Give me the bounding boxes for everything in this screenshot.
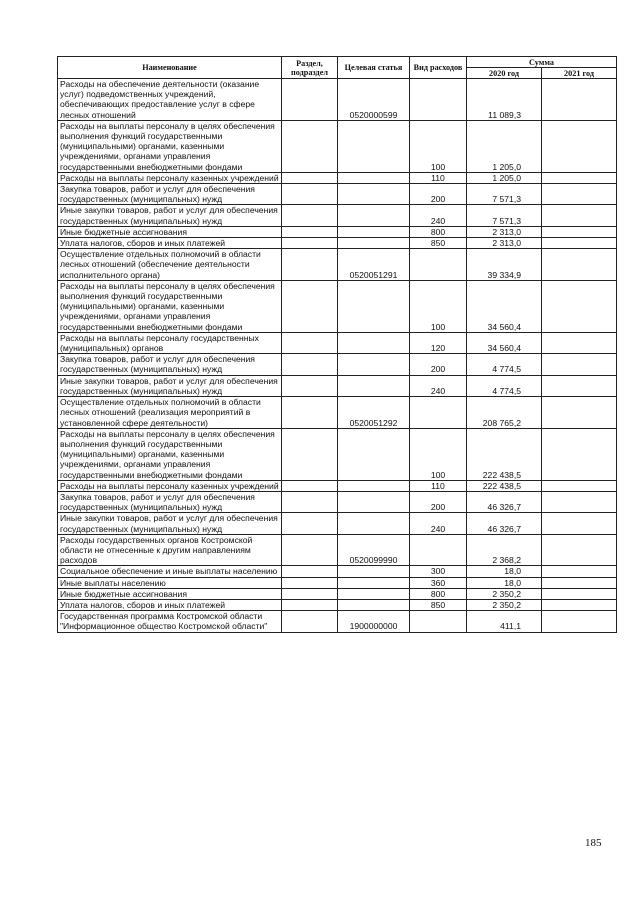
cell-y2020: 34 560,4 <box>467 332 542 353</box>
cell-y2020: 7 571,3 <box>467 205 542 226</box>
cell-section <box>282 205 338 226</box>
cell-name: Закупка товаров, работ и услуг для обеспечения государственных (муниципальных) нужд <box>58 354 282 375</box>
cell-type: 800 <box>410 588 467 599</box>
cell-target <box>338 375 410 396</box>
cell-target <box>338 172 410 183</box>
cell-type: 850 <box>410 238 467 249</box>
cell-section <box>282 428 338 480</box>
cell-name: Расходы государственных органов Костромской области не отнесенные к другим направлениям расходов <box>58 534 282 566</box>
cell-section <box>282 611 338 632</box>
cell-target: 0520051292 <box>338 397 410 429</box>
table-row <box>58 397 617 429</box>
cell-y2020: 2 350,2 <box>467 599 542 610</box>
cell-target <box>338 238 410 249</box>
cell-y2020: 7 571,3 <box>467 184 542 205</box>
cell-target <box>338 226 410 237</box>
header-name: Наименование <box>58 57 282 79</box>
cell-y2020: 46 326,7 <box>467 491 542 512</box>
cell-y2021 <box>542 513 617 534</box>
cell-y2021 <box>542 566 617 577</box>
cell-y2021 <box>542 205 617 226</box>
cell-y2021 <box>542 491 617 512</box>
cell-section <box>282 280 338 332</box>
cell-y2021 <box>542 79 617 121</box>
cell-type <box>410 79 467 121</box>
cell-type <box>410 397 467 429</box>
cell-target: 1900000000 <box>338 611 410 632</box>
table-row <box>58 577 617 588</box>
table-body <box>58 79 617 633</box>
cell-type <box>410 249 467 281</box>
cell-name: Государственная программа Костромской области "Информационное общество Костромской области" <box>58 611 282 632</box>
table-row <box>58 332 617 353</box>
cell-y2020: 11 089,3 <box>467 79 542 121</box>
table-row <box>58 588 617 599</box>
cell-section <box>282 184 338 205</box>
table-row <box>58 238 617 249</box>
cell-section <box>282 577 338 588</box>
header-year-2021: 2021 год <box>542 68 617 79</box>
cell-type <box>410 611 467 632</box>
cell-type: 850 <box>410 599 467 610</box>
header-section: Раздел, подраздел <box>282 57 338 79</box>
cell-target <box>338 332 410 353</box>
cell-y2020: 18,0 <box>467 577 542 588</box>
cell-name: Иные закупки товаров, работ и услуг для обеспечения государственных (муниципальных) нужд <box>58 205 282 226</box>
cell-y2020: 2 313,0 <box>467 226 542 237</box>
cell-type: 240 <box>410 513 467 534</box>
cell-section <box>282 480 338 491</box>
cell-type: 800 <box>410 226 467 237</box>
cell-y2021 <box>542 332 617 353</box>
cell-type: 100 <box>410 428 467 480</box>
cell-type: 200 <box>410 184 467 205</box>
table-row <box>58 226 617 237</box>
header-type: Вид расходов <box>410 57 467 79</box>
cell-y2021 <box>542 238 617 249</box>
table-row <box>58 184 617 205</box>
cell-section <box>282 566 338 577</box>
cell-y2020: 4 774,5 <box>467 375 542 396</box>
cell-section <box>282 332 338 353</box>
table-row <box>58 491 617 512</box>
cell-section <box>282 120 338 172</box>
cell-name: Иные закупки товаров, работ и услуг для обеспечения государственных (муниципальных) нужд <box>58 375 282 396</box>
cell-name: Расходы на выплаты персоналу казенных учреждений <box>58 480 282 491</box>
cell-target <box>338 480 410 491</box>
cell-name: Закупка товаров, работ и услуг для обеспечения государственных (муниципальных) нужд <box>58 491 282 512</box>
cell-name: Социальное обеспечение и иные выплаты населению <box>58 566 282 577</box>
cell-section <box>282 249 338 281</box>
header-sum: Сумма <box>467 57 617 68</box>
cell-type: 240 <box>410 375 467 396</box>
cell-target <box>338 491 410 512</box>
cell-target <box>338 205 410 226</box>
cell-name: Закупка товаров, работ и услуг для обеспечения государственных (муниципальных) нужд <box>58 184 282 205</box>
cell-type: 240 <box>410 205 467 226</box>
table-row <box>58 120 617 172</box>
cell-name: Иные выплаты населению <box>58 577 282 588</box>
cell-y2021 <box>542 354 617 375</box>
cell-section <box>282 79 338 121</box>
cell-type: 110 <box>410 480 467 491</box>
cell-type: 100 <box>410 120 467 172</box>
cell-y2021 <box>542 599 617 610</box>
cell-section <box>282 397 338 429</box>
cell-section <box>282 354 338 375</box>
cell-y2020: 222 438,5 <box>467 428 542 480</box>
cell-target <box>338 577 410 588</box>
cell-y2020: 39 334,9 <box>467 249 542 281</box>
cell-y2021 <box>542 280 617 332</box>
cell-y2020: 222 438,5 <box>467 480 542 491</box>
cell-y2020: 1 205,0 <box>467 172 542 183</box>
page-number: 185 <box>585 837 602 849</box>
cell-y2020: 208 765,2 <box>467 397 542 429</box>
cell-type <box>410 534 467 566</box>
cell-name: Расходы на выплаты персоналу в целях обеспечения выполнения функций государственными (муниципальными) органами, казенными учреждениями, органами управления государственными внебюджетными фондами <box>58 120 282 172</box>
cell-section <box>282 513 338 534</box>
cell-name: Иные бюджетные ассигнования <box>58 226 282 237</box>
table-row <box>58 249 617 281</box>
cell-y2021 <box>542 397 617 429</box>
cell-name: Расходы на обеспечение деятельности (оказание услуг) подведомственных учреждений, обеспечивающих предоставление услуг в сфере лесных отношений <box>58 79 282 121</box>
table-row <box>58 611 617 632</box>
cell-section <box>282 491 338 512</box>
cell-target <box>338 120 410 172</box>
cell-y2020: 2 350,2 <box>467 588 542 599</box>
cell-y2020: 34 560,4 <box>467 280 542 332</box>
cell-y2021 <box>542 120 617 172</box>
cell-section <box>282 226 338 237</box>
cell-target <box>338 428 410 480</box>
table-row <box>58 513 617 534</box>
cell-section <box>282 534 338 566</box>
cell-y2020: 411,1 <box>467 611 542 632</box>
cell-y2021 <box>542 534 617 566</box>
table-row <box>58 534 617 566</box>
cell-target <box>338 513 410 534</box>
cell-y2021 <box>542 375 617 396</box>
cell-name: Уплата налогов, сборов и иных платежей <box>58 599 282 610</box>
cell-y2021 <box>542 577 617 588</box>
table-row <box>58 480 617 491</box>
table-row <box>58 428 617 480</box>
cell-section <box>282 588 338 599</box>
table-row <box>58 172 617 183</box>
cell-name: Осуществление отдельных полномочий в области лесных отношений (реализация мероприятий в установленной сфере деятельности) <box>58 397 282 429</box>
cell-target <box>338 280 410 332</box>
cell-target <box>338 184 410 205</box>
cell-type: 120 <box>410 332 467 353</box>
cell-name: Уплата налогов, сборов и иных платежей <box>58 238 282 249</box>
table-row <box>58 79 617 121</box>
cell-y2020: 18,0 <box>467 566 542 577</box>
cell-y2021 <box>542 172 617 183</box>
header-year-2020: 2020 год <box>467 68 542 79</box>
cell-target <box>338 588 410 599</box>
table-row <box>58 280 617 332</box>
cell-y2020: 1 205,0 <box>467 120 542 172</box>
cell-type: 360 <box>410 577 467 588</box>
cell-y2021 <box>542 611 617 632</box>
table-row <box>58 354 617 375</box>
cell-type: 200 <box>410 354 467 375</box>
cell-type: 200 <box>410 491 467 512</box>
cell-y2020: 2 313,0 <box>467 238 542 249</box>
table-row <box>58 375 617 396</box>
cell-y2020: 46 326,7 <box>467 513 542 534</box>
header-target: Целевая статья <box>338 57 410 79</box>
cell-target <box>338 354 410 375</box>
table-row <box>58 205 617 226</box>
cell-name: Иные закупки товаров, работ и услуг для обеспечения государственных (муниципальных) нужд <box>58 513 282 534</box>
cell-name: Расходы на выплаты персоналу государственных (муниципальных) органов <box>58 332 282 353</box>
cell-y2020: 2 368,2 <box>467 534 542 566</box>
table-row <box>58 566 617 577</box>
cell-type: 100 <box>410 280 467 332</box>
cell-y2021 <box>542 480 617 491</box>
cell-target <box>338 599 410 610</box>
cell-name: Расходы на выплаты персоналу казенных учреждений <box>58 172 282 183</box>
cell-name: Осуществление отдельных полномочий в области лесных отношений (обеспечение деятельности исполнительного органа) <box>58 249 282 281</box>
cell-target <box>338 566 410 577</box>
budget-table <box>57 56 617 633</box>
cell-type: 110 <box>410 172 467 183</box>
cell-y2020: 4 774,5 <box>467 354 542 375</box>
cell-name: Расходы на выплаты персоналу в целях обеспечения выполнения функций государственными (муниципальными) органами, казенными учреждениями, органами управления государственными внебюджетными фондами <box>58 280 282 332</box>
cell-section <box>282 238 338 249</box>
cell-section <box>282 599 338 610</box>
cell-type: 300 <box>410 566 467 577</box>
cell-y2021 <box>542 588 617 599</box>
cell-y2021 <box>542 249 617 281</box>
cell-y2021 <box>542 428 617 480</box>
cell-section <box>282 172 338 183</box>
table-row <box>58 599 617 610</box>
cell-y2021 <box>542 184 617 205</box>
cell-target: 0520000599 <box>338 79 410 121</box>
cell-target: 0520051291 <box>338 249 410 281</box>
cell-y2021 <box>542 226 617 237</box>
cell-target: 0520099990 <box>338 534 410 566</box>
cell-section <box>282 375 338 396</box>
cell-name: Расходы на выплаты персоналу в целях обеспечения выполнения функций государственными (муниципальными) органами, казенными учреждениями, органами управления государственными внебюджетными фондами <box>58 428 282 480</box>
cell-name: Иные бюджетные ассигнования <box>58 588 282 599</box>
